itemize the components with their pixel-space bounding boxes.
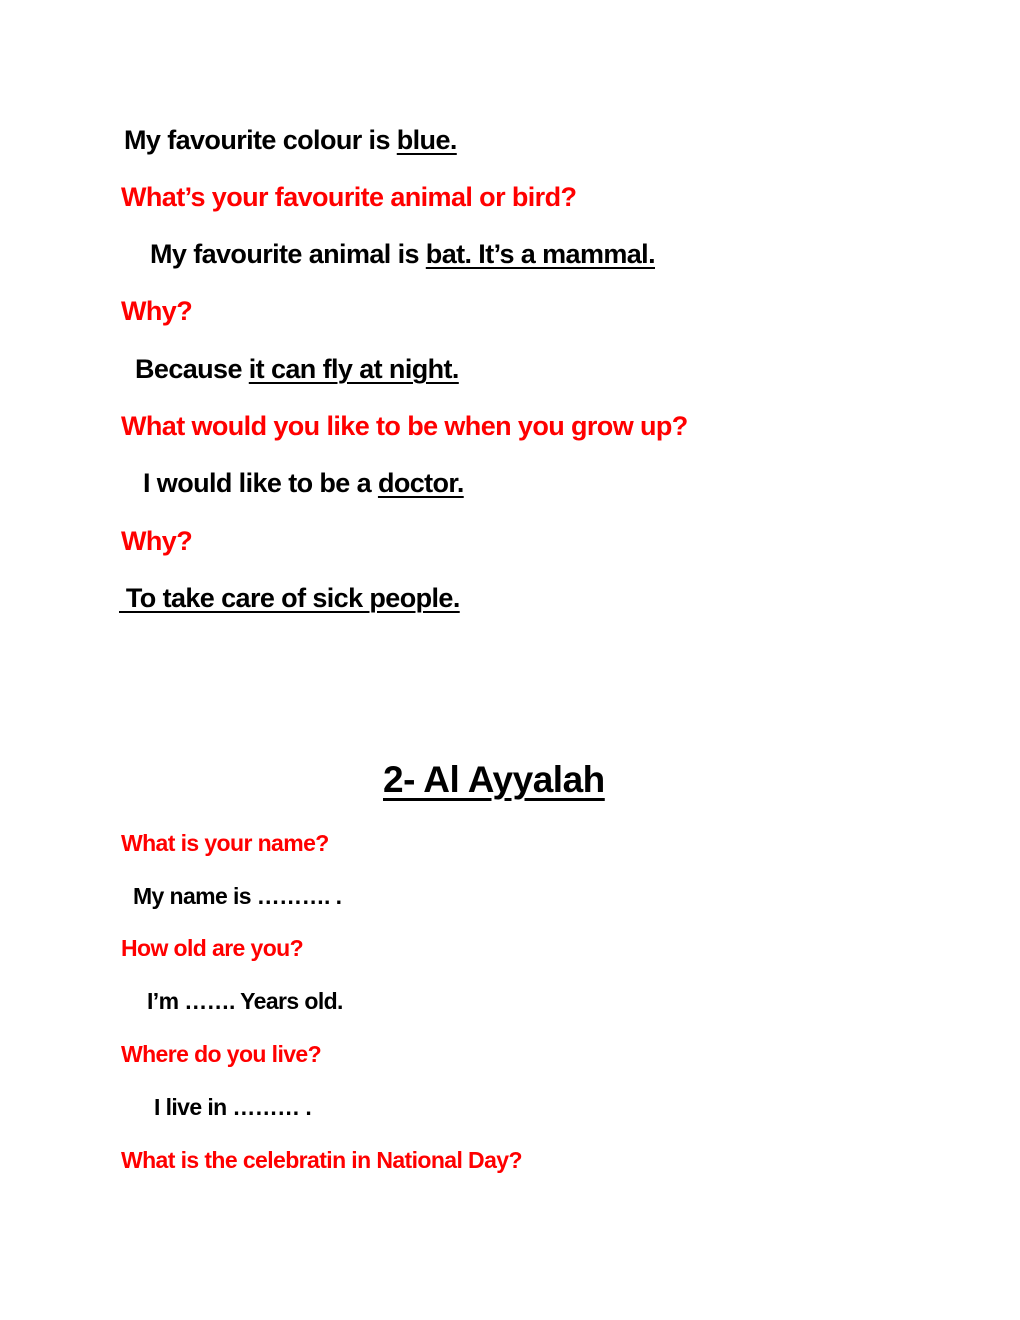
why-answer-1-prefix: Because	[135, 354, 249, 384]
question-why-1: Why?	[121, 296, 193, 326]
colour-answer-prefix: My favourite colour is	[124, 125, 397, 155]
question-live: Where do you live?	[121, 1041, 322, 1067]
question-celebration: What is the celebratin in National Day?	[121, 1147, 522, 1173]
animal-answer-prefix: My favourite animal is	[150, 239, 426, 269]
animal-answer-value: bat. It’s a mammal.	[425, 239, 655, 269]
grow-up-answer-value: doctor.	[377, 468, 464, 498]
grow-up-answer-line	[143, 470, 464, 497]
why-answer-2: To take care of sick people.	[119, 583, 460, 613]
why-answer-1-line	[135, 356, 459, 383]
answer-age: I’m ……. Years old.	[147, 988, 343, 1014]
colour-answer-value: blue.	[396, 125, 457, 155]
section-heading: 2- Al Ayyalah	[383, 759, 605, 800]
question-name: What is your name?	[121, 830, 329, 856]
colour-answer-line	[124, 127, 457, 154]
answer-live: I live in ……… .	[154, 1094, 312, 1120]
grow-up-answer-prefix: I would like to be a	[143, 468, 378, 498]
question-favourite-animal: What’s your favourite animal or bird?	[121, 182, 577, 212]
question-age: How old are you?	[121, 935, 304, 961]
question-why-2: Why?	[121, 526, 193, 556]
why-answer-1-value: it can fly at night.	[248, 354, 459, 384]
question-grow-up: What would you like to be when you grow up?	[121, 411, 688, 441]
answer-name: My name is ………. .	[133, 883, 342, 909]
animal-answer-line	[150, 241, 655, 268]
